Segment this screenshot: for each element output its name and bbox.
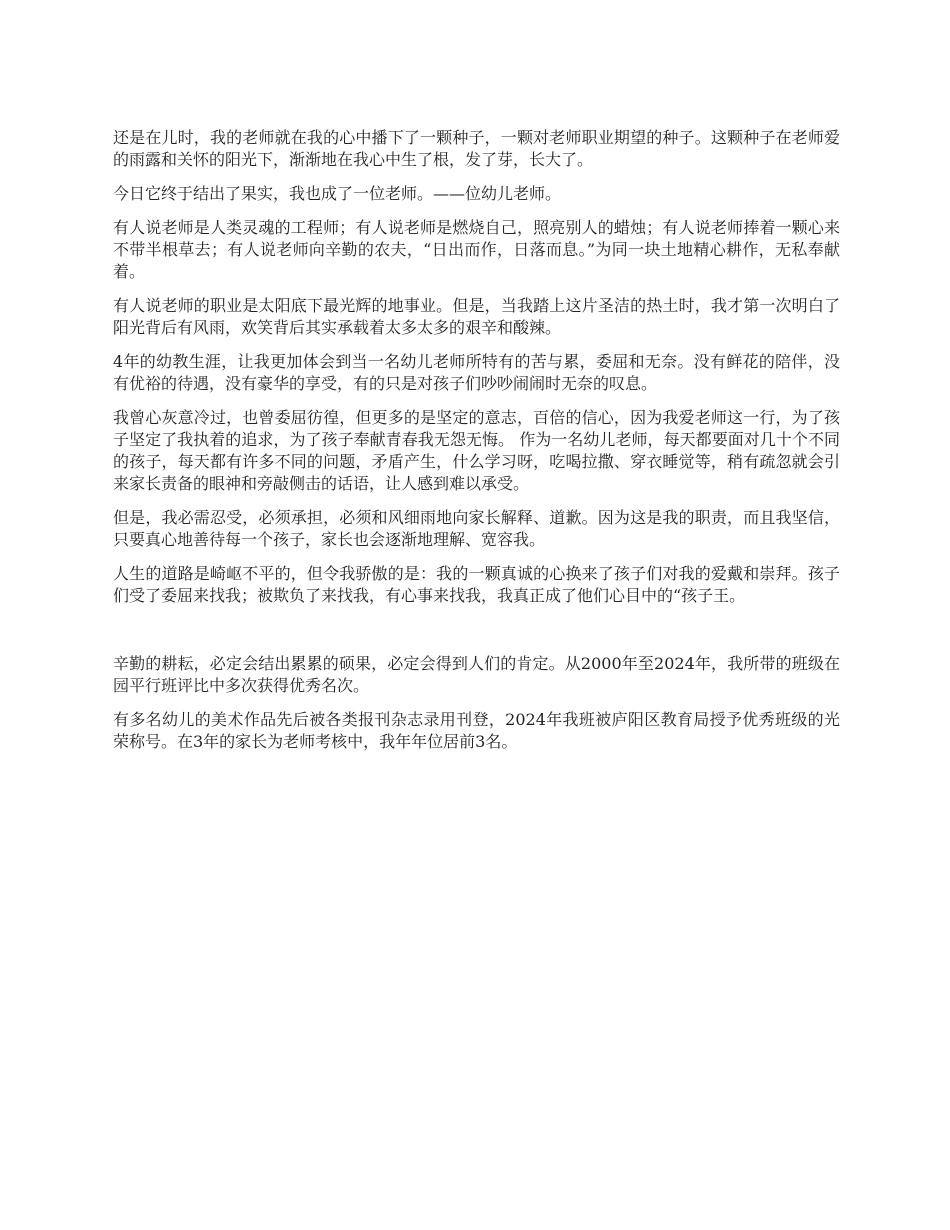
paragraph-7: 但是，我必需忍受，必须承担，必须和风细雨地向家长解释、道歉。因为这是我的职责，而且我坚信，只要真心地善待每一个孩子，家长也会逐渐地理解、宽容我。 bbox=[113, 508, 840, 549]
document-body bbox=[113, 127, 840, 765]
paragraph-1: 还是在儿时，我的老师就在我的心中播下了一颗种子，一颗对老师职业期望的种子。这颗种子在老师爱的雨露和关怀的阳光下，渐渐地在我心中生了根，发了芽，长大了。 bbox=[113, 128, 840, 169]
paragraph-8: 人生的道路是崎岖不平的，但令我骄傲的是：我的一颗真诚的心换来了孩子们对我的爱戴和崇拜。孩子们受了委屈来找我；被欺负了来找我，有心事来找我，我真正成了他们心目中的“孩子王。 bbox=[113, 564, 840, 605]
paragraph-6: 我曾心灰意冷过，也曾委屈彷徨，但更多的是坚定的意志，百倍的信心，因为我爱老师这一行，为了孩子坚定了我执着的追求，为了孩子奉献青春我无怨无悔。 作为一名幼儿老师，每天都要面对几十个不同的孩子，每天都有许多不同的问题，矛盾产生，什么学习呀，吃喝拉撒、穿衣睡觉等，稍有疏忽就会引来家长责备的眼神和旁敲侧击的话语，让人感到难以承受。 bbox=[113, 408, 840, 493]
paragraph-4: 有人说老师的职业是太阳底下最光辉的地事业。但是，当我踏上这片圣洁的热土时，我才第一次明白了阳光背后有风雨，欢笑背后其实承载着太多太多的艰辛和酸辣。 bbox=[113, 296, 840, 337]
paragraph-5: 4年的幼教生涯，让我更加体会到当一名幼儿老师所特有的苦与累，委屈和无奈。没有鲜花的陪伴，没有优裕的待遇，没有豪华的享受，有的只是对孩子们吵吵闹闹时无奈的叹息。 bbox=[113, 352, 840, 393]
paragraph-10: 有多名幼儿的美术作品先后被各类报刊杂志录用刊登，2024年我班被庐阳区教育局授予优秀班级的光荣称号。在3年的家长为老师考核中，我年年位居前3名。 bbox=[113, 710, 840, 751]
paragraph-9: 辛勤的耕耘，必定会结出累累的硕果，必定会得到人们的肯定。从2000年至2024年，我所带的班级在园平行班评比中多次获得优秀名次。 bbox=[113, 654, 840, 695]
paragraph-3: 有人说老师是人类灵魂的工程师；有人说老师是燃烧自己，照亮别人的蜡烛；有人说老师捧着一颗心来不带半根草去；有人说老师向辛勤的农夫，“日出而作，日落而息。”为同一块土地精心耕作，无私奉献着。 bbox=[113, 218, 840, 281]
section-gap bbox=[113, 619, 840, 653]
paragraph-2: 今日它终于结出了果实，我也成了一位老师。——位幼儿老师。 bbox=[113, 184, 562, 203]
